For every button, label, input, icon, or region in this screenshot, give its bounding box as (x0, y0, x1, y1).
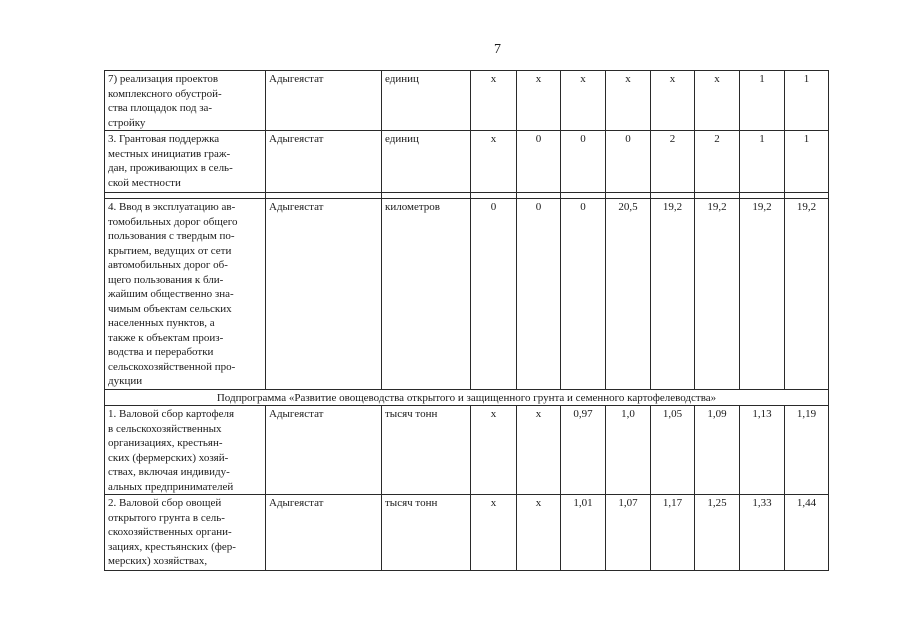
value-cell: х (561, 71, 606, 131)
table-row (105, 495, 829, 571)
value-cell: 2 (695, 131, 740, 193)
agency-cell: Адыгеястат (266, 199, 382, 390)
value-cell: 1,19 (785, 406, 829, 495)
value-cell: 0 (517, 131, 561, 193)
value-cell: 1 (740, 131, 785, 193)
value-cell: 1,33 (740, 495, 785, 571)
subprogram-title: Подпрограмма «Развитие овощеводства открытого и защищенного грунта и семенного картофелеводства» (105, 389, 829, 406)
unit-cell: километров (382, 199, 471, 390)
value-cell: 0 (561, 199, 606, 390)
agency-cell: Адыгеястат (266, 406, 382, 495)
value-cell: х (471, 131, 517, 193)
value-cell: 20,5 (606, 199, 651, 390)
value-cell: х (471, 495, 517, 571)
agency-cell: Адыгеястат (266, 131, 382, 193)
value-cell: 1,0 (606, 406, 651, 495)
value-cell: 1,07 (606, 495, 651, 571)
unit-cell: тысяч тонн (382, 495, 471, 571)
value-cell: х (471, 406, 517, 495)
value-cell: 19,2 (695, 199, 740, 390)
page-number: 7 (494, 42, 501, 57)
subprogram-row (105, 389, 829, 406)
unit-cell: единиц (382, 131, 471, 193)
value-cell: 0 (561, 131, 606, 193)
indicators-table (104, 70, 829, 571)
value-cell: х (517, 406, 561, 495)
value-cell: 1 (785, 71, 829, 131)
table-row (105, 131, 829, 193)
unit-cell: тысяч тонн (382, 406, 471, 495)
value-cell: 1,01 (561, 495, 606, 571)
value-cell: 1,25 (695, 495, 740, 571)
value-cell: х (517, 495, 561, 571)
value-cell: 19,2 (785, 199, 829, 390)
value-cell: х (517, 71, 561, 131)
indicator-name-cell: 1. Валовой сбор картофеля в сельскохозяйственных организациях, крестьян- ских (фермерских) хозяй- ствах, включая индивиду- альных предпринимателей (105, 406, 266, 495)
indicator-name-cell: 4. Ввод в эксплуатацию ав- томобильных дорог общего пользования с твердым по- крытием, ведущих от сети автомобильных дорог об- щего пользования к бли- жайшим общественно зна- чимым объектам сельских населенных пунктов, а также к объектам произ- водства и переработки сельскохозяйственной про- дукции (105, 199, 266, 390)
indicator-name-cell: 2. Валовой сбор овощей открытого грунта в сель- скохозяйственных органи- зациях, крестьянских (фер- мерских) хозяйствах, (105, 495, 266, 571)
table-row (105, 71, 829, 131)
value-cell: х (606, 71, 651, 131)
value-cell: 1,17 (651, 495, 695, 571)
table-row (105, 406, 829, 495)
value-cell: х (471, 71, 517, 131)
value-cell: 19,2 (651, 199, 695, 390)
value-cell: 2 (651, 131, 695, 193)
value-cell: 0 (517, 199, 561, 390)
table-row (105, 199, 829, 390)
value-cell: 19,2 (740, 199, 785, 390)
value-cell: 0 (471, 199, 517, 390)
unit-cell: единиц (382, 71, 471, 131)
value-cell: 1 (785, 131, 829, 193)
agency-cell: Адыгеястат (266, 495, 382, 571)
value-cell: х (695, 71, 740, 131)
value-cell: 0,97 (561, 406, 606, 495)
indicator-name-cell: 7) реализация проектов комплексного обустрой- ства площадок под за- стройку (105, 71, 266, 131)
value-cell: 1,13 (740, 406, 785, 495)
value-cell: 1,09 (695, 406, 740, 495)
value-cell: 1,05 (651, 406, 695, 495)
value-cell: 1 (740, 71, 785, 131)
agency-cell: Адыгеястат (266, 71, 382, 131)
value-cell: 0 (606, 131, 651, 193)
value-cell: 1,44 (785, 495, 829, 571)
value-cell: х (651, 71, 695, 131)
indicator-name-cell: 3. Грантовая поддержка местных инициатив граж- дан, проживающих в сель- ской местности (105, 131, 266, 193)
